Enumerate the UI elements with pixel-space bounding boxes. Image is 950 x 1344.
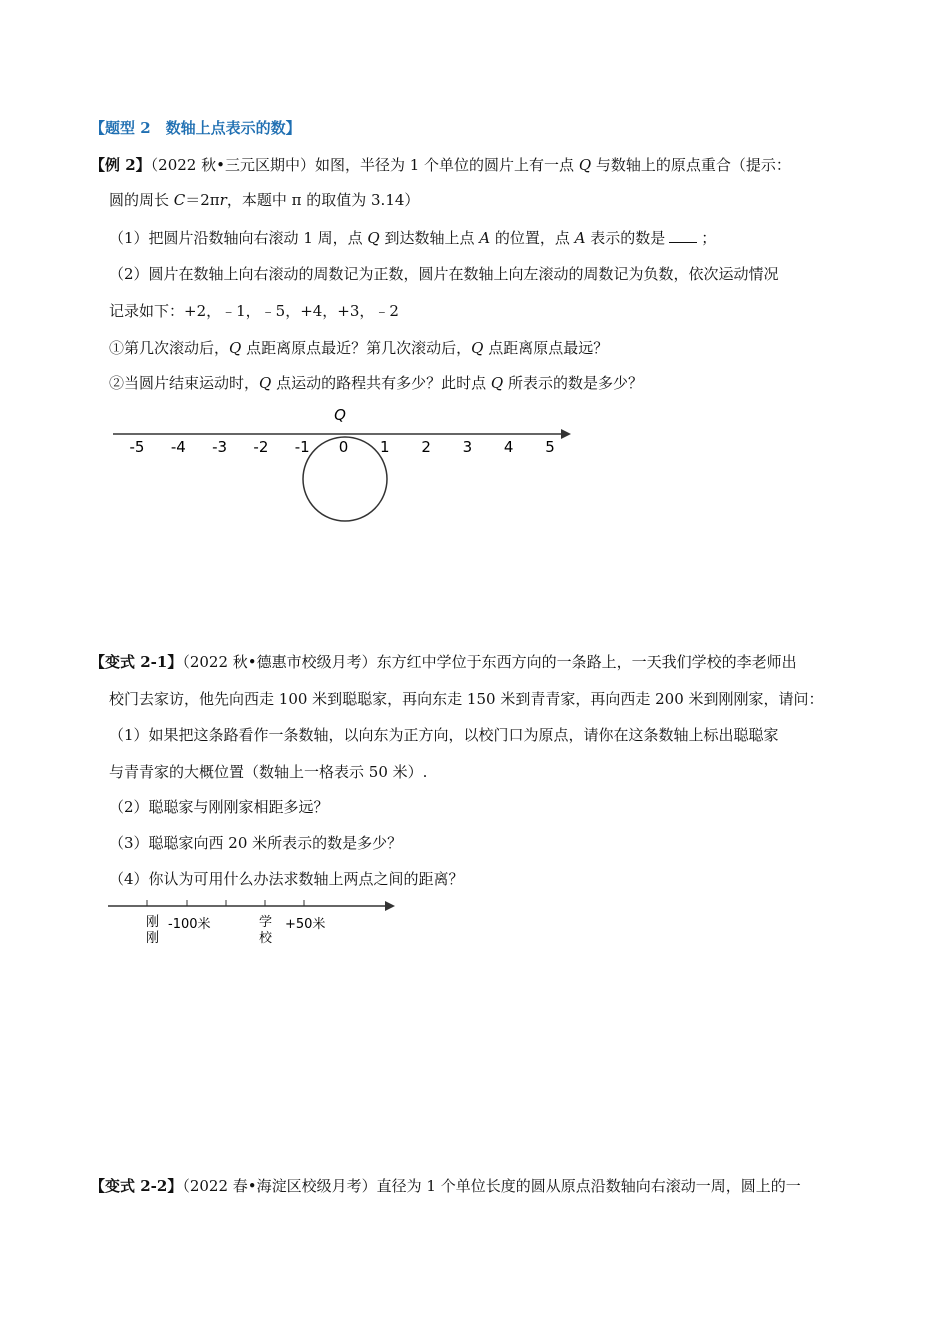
example2-line2: 圆的周长 C＝2πr，本题中 π 的取值为 3.14） (109, 191, 420, 209)
tick-label: 5 (545, 438, 555, 456)
example2-line1: 【例 2】（2022 秋•三元区期中）如图，半径为 1 个单位的圆片上有一点 Q 与数轴上的原点重合（提示： (90, 156, 791, 174)
answer-blank (669, 228, 697, 243)
tick-label: -3 (212, 438, 228, 456)
label-xiao: 校 (259, 931, 273, 946)
example2-tag: 【例 2】 (90, 156, 151, 174)
variant22-tag: 【变式 2-2】 (90, 1177, 183, 1195)
axis-arrow (561, 429, 571, 439)
variant21-question2: （2）聪聪家与刚刚家相距多远？ (109, 798, 329, 816)
example2-question2-line2: 记录如下：+2，﹣1，﹣5，+4，+3，﹣2 (109, 302, 399, 320)
variant21-question3: （3）聪聪家向西 20 米所表示的数是多少？ (109, 834, 403, 852)
label-gang-2: 刚 (146, 931, 160, 946)
variant21-source: （2022 秋•德惠市校级月考） (182, 653, 377, 671)
tick-label: -1 (294, 438, 310, 456)
example2-source: （2022 秋•三元区期中） (150, 156, 315, 174)
label-xue: 学 (259, 915, 273, 930)
variant21-tag: 【变式 2-1】 (90, 653, 183, 671)
example2-question2-line1: （2）圆片在数轴上向右滚动的周数记为正数，圆片在数轴上向左滚动的周数记为负数，依次运动情况 (109, 265, 779, 283)
tick-label: -5 (129, 438, 145, 456)
tick-label: 0 (338, 438, 349, 456)
tick-label: 1 (380, 438, 390, 456)
variant22-source: （2022 春•海淀区校级月考） (182, 1177, 377, 1195)
road-number-line-figure (105, 895, 405, 955)
variant21-line2: 校门去家访，他先向西走 100 米到聪聪家，再向东走 150 米到青青家，再向西走 200 米到刚刚家，请问： (109, 690, 824, 708)
variant22-line1: 【变式 2-2】（2022 春•海淀区校级月考）直径为 1 个单位长度的圆从原点沿数轴向右滚动一周，圆上的一 (90, 1177, 801, 1195)
tick-label: -4 (170, 438, 186, 456)
variant21-question4: （4）你认为可用什么办法求数轴上两点之间的距离？ (109, 870, 464, 888)
tick-label: 2 (421, 438, 431, 456)
road-axis-arrow (385, 901, 395, 911)
tick-label: 3 (462, 438, 473, 456)
example2-question1: （1）把圆片沿数轴向右滚动 1 周，点 Q 到达数轴上点 A 的位置，点 A 表示的数是 ； (109, 229, 717, 247)
number-line-figure (105, 400, 580, 530)
point-q-label: Q (334, 406, 346, 424)
section-heading: 【题型 2 数轴上点表示的数】 (90, 119, 301, 137)
example2-subquestion2: ②当圆片结束运动时，Q 点运动的路程共有多少？此时点 Q 所表示的数是多少？ (109, 374, 643, 392)
variant21-line1: 【变式 2-1】（2022 秋•德惠市校级月考）东方红中学位于东西方向的一条路上，一天我们学校的李老师出 (90, 653, 797, 671)
tick-labels (130, 438, 555, 456)
example2-subquestion1: ①第几次滚动后，Q 点距离原点最近？第几次滚动后，Q 点距离原点最远？ (109, 339, 609, 357)
variant21-question1-line1: （1）如果把这条路看作一条数轴，以向东为正方向，以校门口为原点，请你在这条数轴上标出聪聪家 (109, 726, 779, 744)
tick-label: 4 (503, 438, 514, 456)
variant21-question1-line2: 与青青家的大概位置（数轴上一格表示 50 米）. (109, 763, 428, 781)
tick-label: -2 (253, 438, 269, 456)
label-plus-50m: +50米 (285, 917, 326, 932)
label-minus-100m: -100米 (168, 917, 211, 932)
label-gang-1: 刚 (146, 915, 160, 930)
